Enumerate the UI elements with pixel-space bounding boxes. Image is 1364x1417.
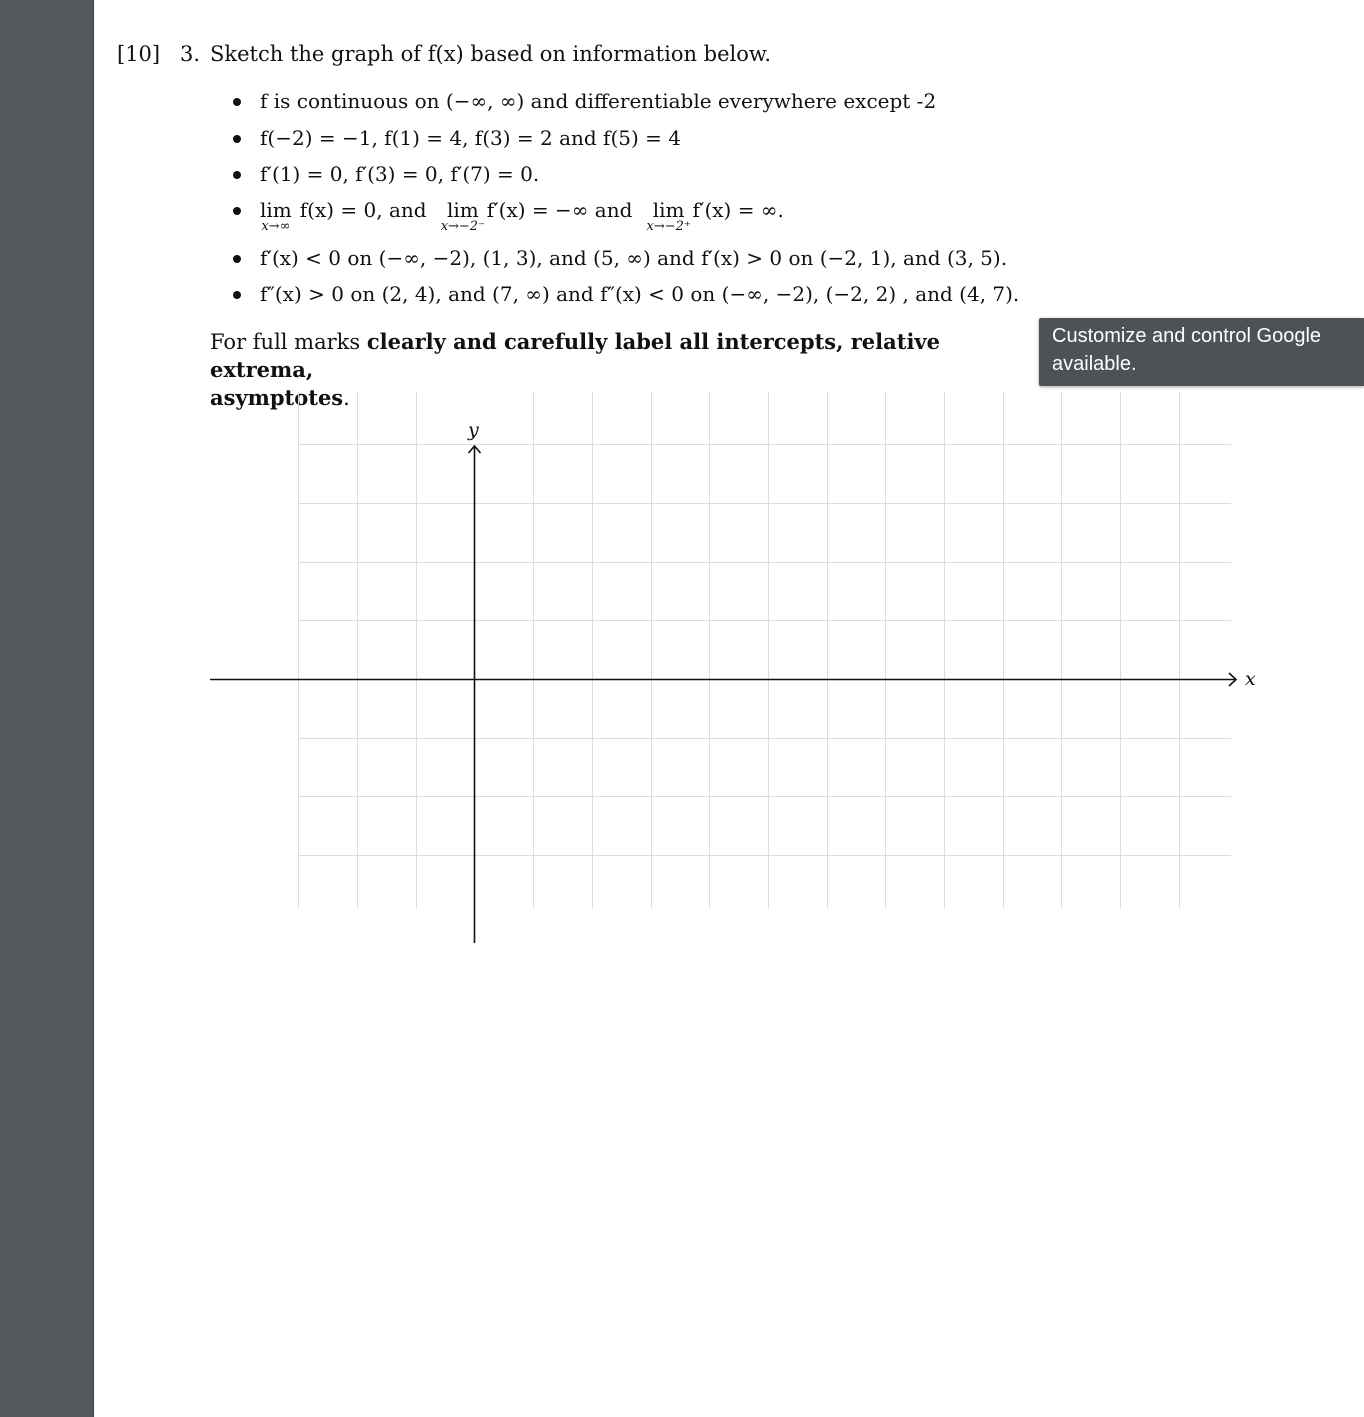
y-axis-label: y <box>468 419 479 441</box>
limit-at-infinity: lim x→∞ <box>260 198 292 234</box>
limit-left-of-minus-two: lim x→−2⁻ <box>440 198 485 234</box>
grid-lines <box>298 392 1231 908</box>
question-marks: [10] <box>117 42 161 66</box>
question-prompt: Sketch the graph of f(x) based on information below. <box>210 42 772 66</box>
question-number: 3. <box>180 42 201 66</box>
axes <box>210 446 1236 943</box>
limit-right-of-minus-two: lim x→−2⁺ <box>646 198 691 234</box>
browser-tooltip: Customize and control Google available. <box>1039 318 1364 386</box>
x-axis-label: x <box>1245 668 1256 690</box>
instructions: For full marks clearly and carefully label all intercepts, relative extrema, asymptotes. <box>210 329 940 410</box>
